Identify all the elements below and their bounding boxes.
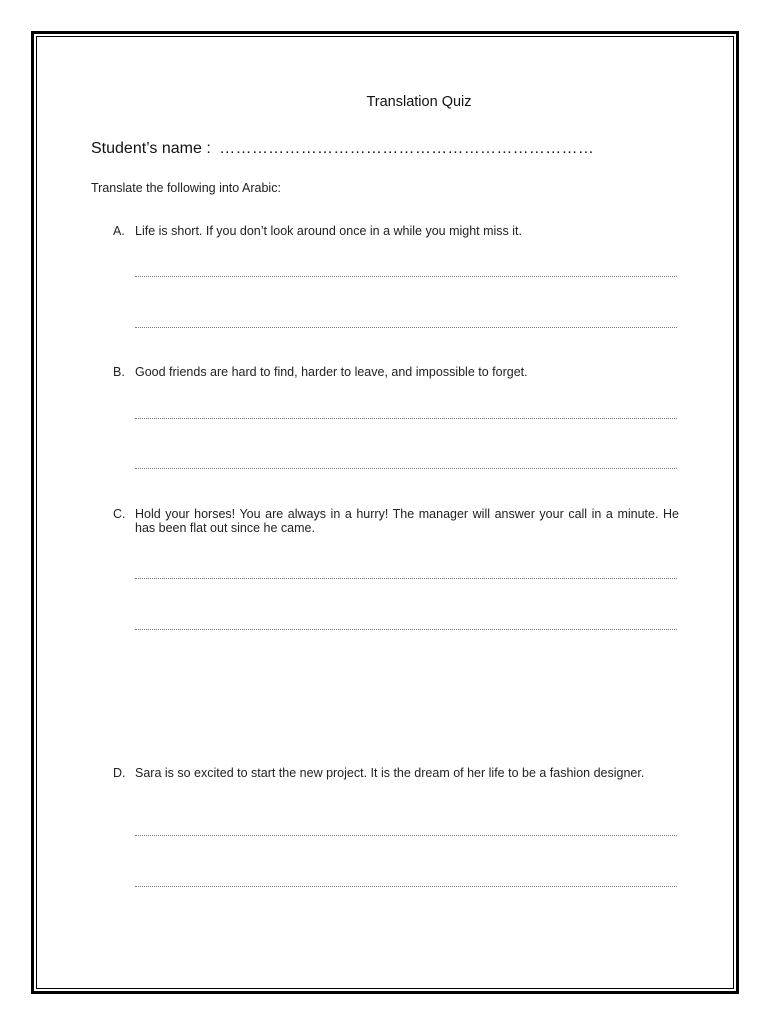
question-letter: B. <box>113 365 125 379</box>
answer-line-b2[interactable] <box>135 468 677 469</box>
answer-line-a2[interactable] <box>135 327 677 328</box>
question-text: Hold your horses! You are always in a hurry! The manager will answer your call in a minute. He has been flat out since he came. <box>135 507 679 535</box>
answer-line-c2[interactable] <box>135 629 677 630</box>
student-name-label: Student’s name : <box>91 140 211 157</box>
question-text: Good friends are hard to find, harder to leave, and impossible to forget. <box>135 365 528 379</box>
question-letter: C. <box>113 507 126 521</box>
student-name-row <box>91 140 594 158</box>
quiz-title: Translation Quiz <box>366 94 472 110</box>
answer-line-d1[interactable] <box>135 835 677 836</box>
question-letter: A. <box>113 224 125 238</box>
question-letter: D. <box>113 766 126 780</box>
answer-line-a1[interactable] <box>135 276 677 277</box>
answer-line-b1[interactable] <box>135 418 677 419</box>
question-a <box>113 224 679 238</box>
answer-line-c1[interactable] <box>135 578 677 579</box>
question-text: Sara is so excited to start the new project. It is the dream of her life to be a fashion designer. <box>135 766 645 780</box>
question-text: Life is short. If you don’t look around once in a while you might miss it. <box>135 224 522 238</box>
answer-line-d2[interactable] <box>135 886 677 887</box>
instruction-text: Translate the following into Arabic: <box>91 181 281 195</box>
question-b <box>113 365 679 379</box>
question-d <box>113 766 679 780</box>
student-name-field[interactable]: …………………………………………………………… <box>219 140 595 157</box>
question-c <box>113 507 679 535</box>
